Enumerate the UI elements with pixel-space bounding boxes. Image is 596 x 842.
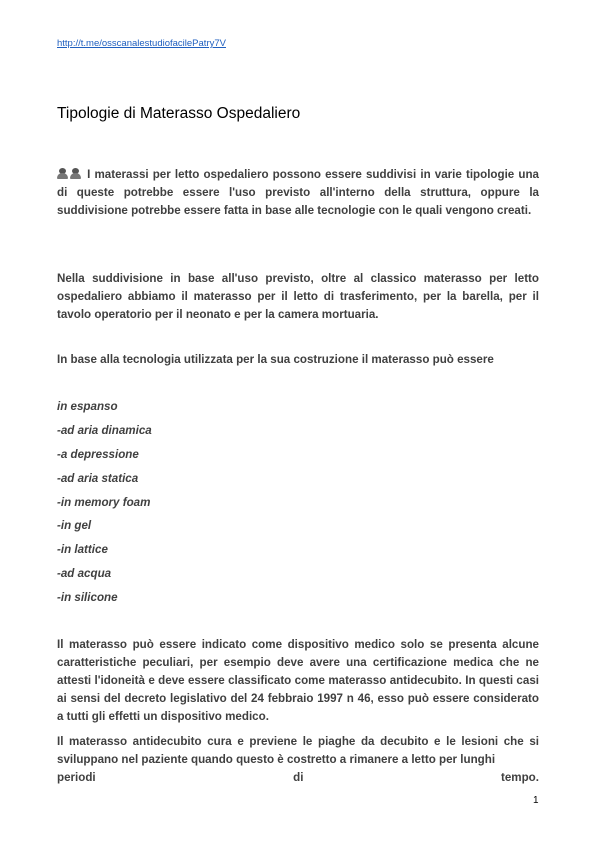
word: periodi bbox=[57, 771, 96, 784]
antidecubito-paragraph bbox=[57, 733, 539, 787]
person-icon bbox=[70, 168, 81, 179]
page-title: Tipologie di Materasso Ospedaliero bbox=[57, 105, 301, 122]
technology-list bbox=[57, 398, 152, 613]
list-item: -in silicone bbox=[57, 591, 118, 605]
list-item: -in gel bbox=[57, 519, 92, 533]
use-paragraph: Nella suddivisione in base all'uso previsto, oltre al classico materasso per letto ospedaliero abbiamo il materasso per il letto di trasferimento, per la barella, per il tavolo operatorio per il neonato e per la camera mortuaria. bbox=[57, 272, 539, 321]
medical-device-paragraph: Il materasso può essere indicato come dispositivo medico solo se presenta alcune caratteristiche peculiari, per esempio deve avere una certificazione medica che ne attesti l'idoneità e deve essere classificato come materasso antidecubito. In questi casi ai sensi del decreto legislativo del 24 febbraio 1997 n 46, esso può essere considerato a tutti gli effetti un dispositivo medico. bbox=[57, 638, 539, 723]
antidecubito-text: Il materasso antidecubito cura e previene le piaghe da decubito e le lesioni che si sviluppano nel paziente quando questo è costretto a rimanere a letto per lunghi bbox=[57, 735, 539, 766]
word: tempo. bbox=[500, 771, 539, 784]
intro-paragraph bbox=[57, 166, 539, 220]
telegram-link[interactable]: http://t.me/osscanalestudiofacilePatry7V bbox=[57, 38, 226, 49]
technology-paragraph: In base alla tecnologia utilizzata per la sua costruzione il materasso può essere bbox=[57, 353, 494, 366]
intro-text: I materassi per letto ospedaliero possono essere suddivisi in varie tipologie una di queste potrebbe essere l'uso previsto all'interno della struttura, oppure la suddivisione potrebbe essere fatta in base alle tecnologie con le quali vengono creati. bbox=[57, 168, 539, 217]
word: di bbox=[293, 771, 304, 784]
list-item: -a depressione bbox=[57, 447, 139, 461]
list-item: -in lattice bbox=[57, 543, 108, 557]
antidecubito-last-line bbox=[57, 769, 539, 787]
list-item: in espanso bbox=[57, 400, 118, 413]
list-item: -in memory foam bbox=[57, 495, 151, 509]
list-item: -ad aria statica bbox=[57, 471, 139, 485]
person-icon bbox=[57, 168, 68, 179]
page-number: 1 bbox=[533, 795, 539, 806]
list-item: -ad acqua bbox=[57, 567, 112, 581]
list-item: -ad aria dinamica bbox=[57, 423, 152, 437]
